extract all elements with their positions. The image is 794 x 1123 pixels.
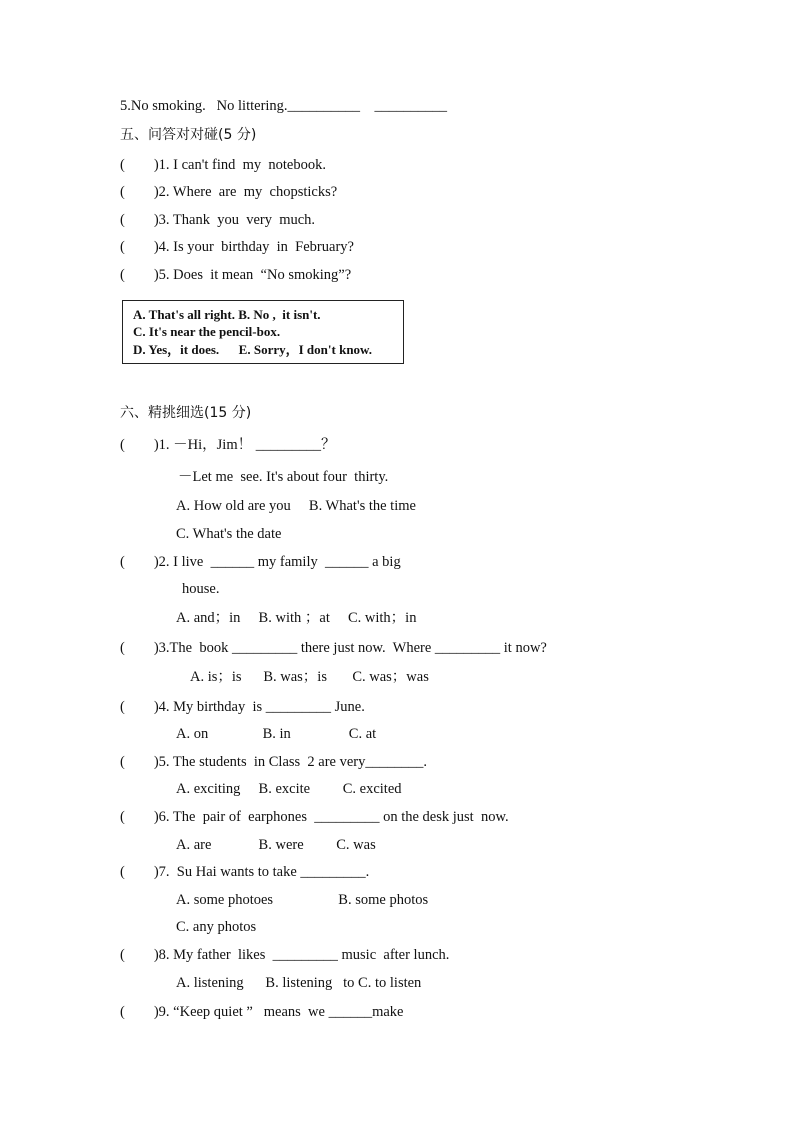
match-question-2: ( )2. Where are my chopsticks? xyxy=(120,184,338,200)
q3-options: A. is；is B. was；is C. was；was xyxy=(190,669,429,685)
q7-option-c: C. any photos xyxy=(176,919,257,935)
q6-stem: ( )6. The pair of earphones _________ on the desk just now. xyxy=(120,809,509,825)
q2-stem-cont: house. xyxy=(182,581,220,597)
q8-options: A. listening B. listening to C. to listen xyxy=(176,975,422,991)
match-question-3: ( )3. Thank you very much. xyxy=(120,212,316,228)
q4-options: A. on B. in C. at xyxy=(176,726,377,742)
q2-stem: ( )2. I live ______ my family ______ a big xyxy=(120,554,401,570)
q1-option-c: C. What's the date xyxy=(176,526,282,542)
match-question-4: ( )4. Is your birthday in February? xyxy=(120,239,354,255)
section-5-title: 五、问答对对碰(5 分) xyxy=(120,127,257,143)
q3-stem: ( )3.The book _________ there just now. Where _________ it now? xyxy=(120,640,547,656)
answer-options-line-1: A. That's all right. B. No , it isn't. xyxy=(133,307,321,322)
no-smoking-line: 5.No smoking. No littering.__________ __________ xyxy=(120,98,448,114)
q5-options: A. exciting B. excite C. excited xyxy=(176,781,402,797)
q7-stem: ( )7. Su Hai wants to take _________. xyxy=(120,864,370,880)
q6-options: A. are B. were C. was xyxy=(176,837,376,853)
q9-stem: ( )9. “Keep quiet ” means we ______make xyxy=(120,1004,404,1020)
q2-options: A. and；in B. with ；at C. with；in xyxy=(176,610,417,626)
q1-reply: －Let me see. It's about four thirty. xyxy=(178,469,389,485)
q7-options-ab: A. some photoes B. some photos xyxy=(176,892,429,908)
q8-stem: ( )8. My father likes _________ music after lunch. xyxy=(120,947,450,963)
match-question-5: ( )5. Does it mean “No smoking”? xyxy=(120,267,352,283)
q1-stem: ( )1. －Hi，Jim！ _________？ xyxy=(120,437,336,453)
section-6-title: 六、精挑细选(15 分) xyxy=(120,405,252,421)
answer-options-line-2: C. It's near the pencil-box. xyxy=(133,324,281,339)
q4-stem: ( )4. My birthday is _________ June. xyxy=(120,699,365,715)
answer-options-line-3: D. Yes，it does. E. Sorry，I don't know. xyxy=(133,342,372,357)
q5-stem: ( )5. The students in Class 2 are very________. xyxy=(120,754,428,770)
q1-options-ab: A. How old are you B. What's the time xyxy=(176,498,416,514)
match-question-1: ( )1. I can't find my notebook. xyxy=(120,157,326,173)
answer-options-box xyxy=(122,300,404,364)
